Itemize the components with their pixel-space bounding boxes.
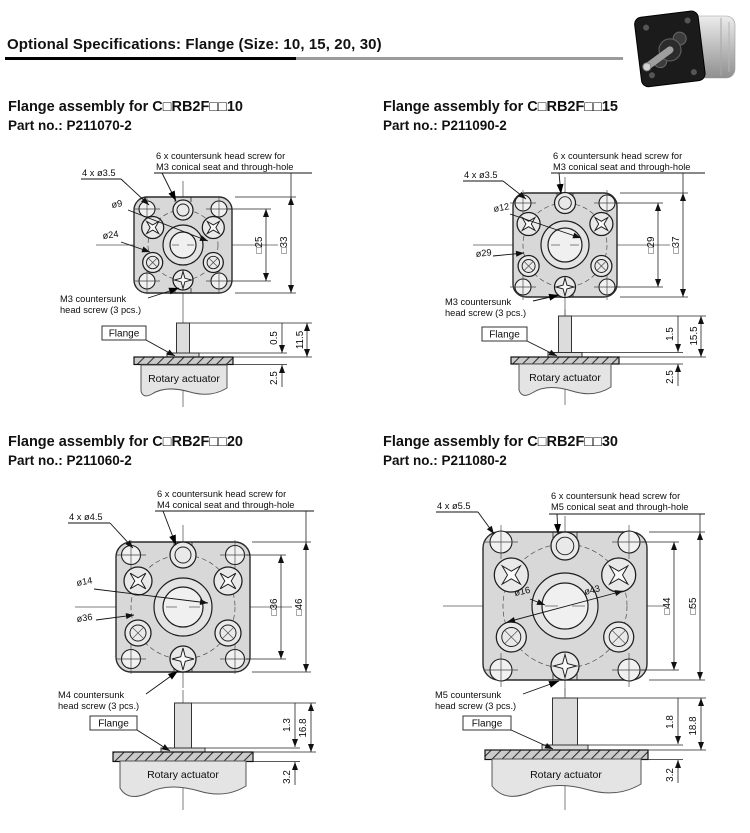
dim-total-10: 11.5 [295,330,306,350]
flange-assembly-20 [0,430,375,833]
flange-label-10: Flange [108,328,140,340]
corner-hole-callout-15: 4 x ø3.5 [464,170,498,180]
flange-drawing-15 [375,95,750,430]
dim-total-15: 15.5 [689,326,700,346]
shaft-hole-dia-15: ø12 [492,201,511,214]
bolt-circle-dia-15: ø29 [475,247,493,259]
dim-thickness-30: 3.2 [665,768,676,782]
bolt-circle-dia-10: ø24 [101,228,120,241]
screw-note-line2-15: M3 conical seat and through-hole [553,162,691,172]
part-number-10: Part no.: P211070-2 [8,118,132,133]
dim-hole-pitch-30: □44 [662,597,673,615]
dim-hole-pitch-15: □29 [646,236,657,254]
countersunk-note-line2-30: head screw (3 pcs.) [435,701,517,711]
dim-hole-pitch-10: □25 [254,236,265,254]
screw-note-line2-10: M3 conical seat and through-hole [156,162,294,172]
flange-label-15: Flange [489,329,520,341]
assembly-title-20: Flange assembly for C□RB2F□□20 [8,434,243,450]
rotary-actuator-photo [623,2,747,92]
actuator-label-10: Rotary actuator [148,373,220,385]
flange-drawing-30 [375,430,750,833]
assembly-title-15: Flange assembly for C□RB2F□□15 [383,99,618,115]
dim-flange-size-15: □37 [671,236,682,254]
screw-note-line1-15: 6 x countersunk head screw for [553,151,683,161]
dim-step-15: 1.5 [665,327,676,341]
part-number-15: Part no.: P211090-2 [383,118,507,133]
countersunk-note-line1-20: M4 countersunk [58,690,125,700]
actuator-label-15: Rotary actuator [529,372,601,384]
countersunk-note-line2-10: head screw (3 pcs.) [60,305,142,315]
dim-total-20: 16.8 [298,718,309,738]
countersunk-note-line1-30: M5 countersunk [435,690,502,700]
dim-thickness-10: 2.5 [269,371,280,385]
corner-hole-callout-30: 4 x ø5.5 [437,501,471,511]
actuator-label-20: Rotary actuator [147,769,219,781]
screw-note-line2-30: M5 conical seat and through-hole [551,502,689,512]
flange-assembly-10 [0,95,375,430]
bolt-circle-dia-20: ø36 [75,611,94,624]
dim-step-10: 0.5 [269,331,280,345]
dim-thickness-20: 3.2 [282,770,293,784]
bolt-circle-dia-30: ø43 [583,583,602,597]
dim-flange-size-10: □33 [279,236,290,254]
dim-step-20: 1.3 [282,718,293,732]
header-divider [296,57,640,60]
assembly-title-10: Flange assembly for C□RB2F□□10 [8,99,243,115]
screw-note-line2-20: M4 conical seat and through-hole [157,500,295,510]
title-underline [5,57,296,60]
countersunk-note-line1-10: M3 countersunk [60,294,127,304]
countersunk-note-line2-20: head screw (3 pcs.) [58,701,140,711]
shaft-hole-dia-20: ø14 [75,575,94,588]
part-number-30: Part no.: P211080-2 [383,453,507,468]
screw-note-line1-10: 6 x countersunk head screw for [156,151,286,161]
screw-note-line1-30: 6 x countersunk head screw for [551,491,681,501]
shaft-hole-dia-30: ø16 [513,584,532,598]
corner-hole-callout-20: 4 x ø4.5 [69,512,103,522]
dim-flange-size-20: □46 [294,598,305,616]
flange-assembly-30 [375,430,750,833]
flange-drawing-20 [0,430,375,833]
countersunk-note-line2-15: head screw (3 pcs.) [445,308,527,318]
dim-hole-pitch-20: □36 [269,598,280,616]
countersunk-note-line1-15: M3 countersunk [445,297,512,307]
actuator-label-30: Rotary actuator [530,769,602,781]
page-title: Optional Specifications: Flange (Size: 10, 15, 20, 30) [7,36,382,53]
dim-total-30: 18.8 [688,716,699,736]
flange-assembly-15 [375,95,750,430]
assembly-title-30: Flange assembly for C□RB2F□□30 [383,434,618,450]
shaft-hole-dia-10: ø9 [110,198,124,210]
flange-label-20: Flange [98,718,129,730]
dim-thickness-15: 2.5 [665,370,676,384]
part-number-20: Part no.: P211060-2 [8,453,132,468]
flange-drawing-10 [0,95,375,430]
flange-label-30: Flange [471,718,503,730]
screw-note-line1-20: 6 x countersunk head screw for [157,489,287,499]
rotary-actuator-photo-art [623,2,747,92]
dim-step-30: 1.8 [665,715,676,729]
dim-flange-size-30: □55 [688,597,699,615]
corner-hole-callout-10: 4 x ø3.5 [82,168,116,178]
